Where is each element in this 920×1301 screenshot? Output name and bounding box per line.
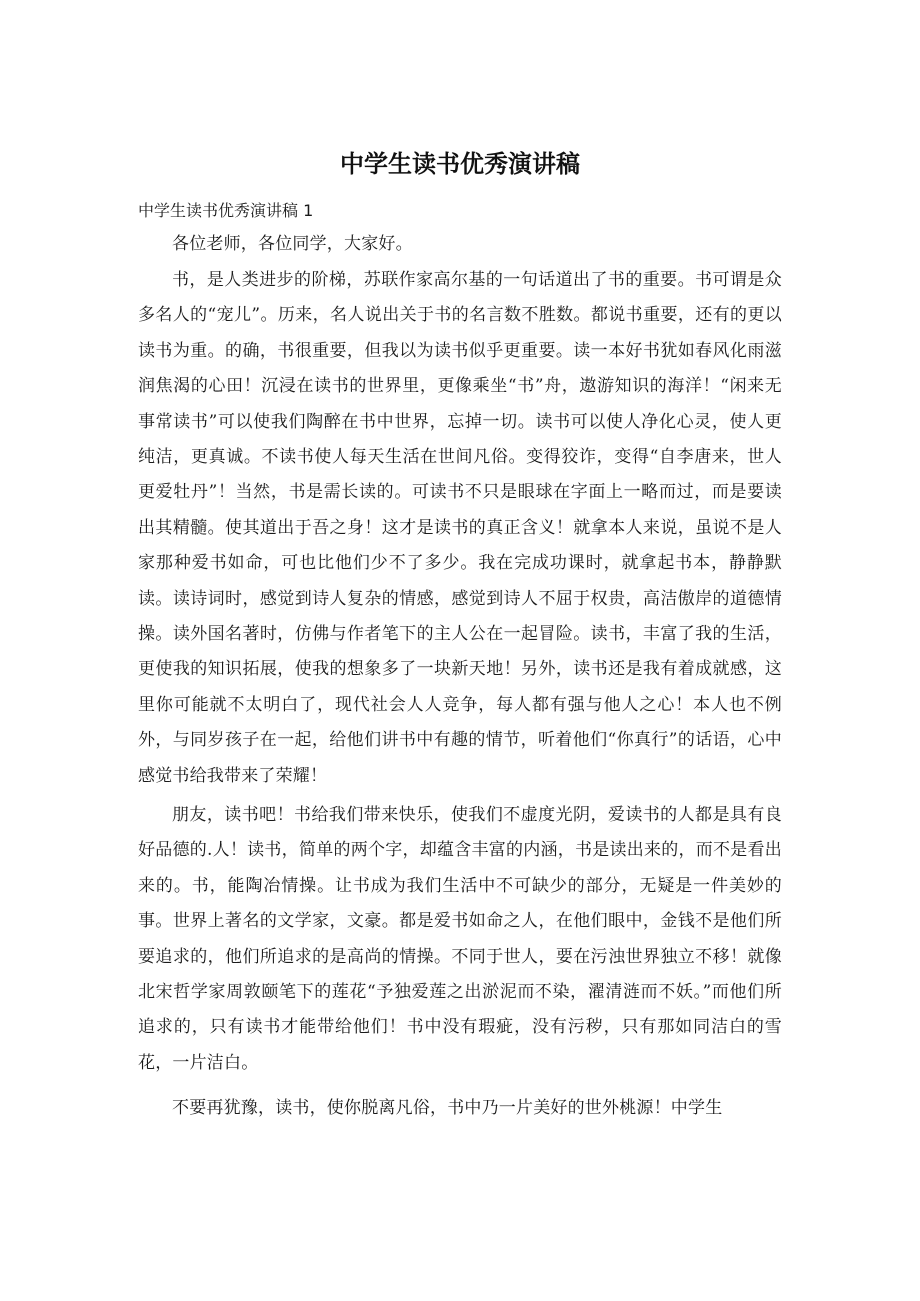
paragraph-closing: 不要再犹豫，读书，使你脱离凡俗，书中乃一片美好的世外桃源！中学生 bbox=[172, 1098, 723, 1118]
paragraph-importance-of-reading: 书，是人类进步的阶梯，苏联作家高尔基的一句话道出了书的重要。书可谓是众多名人的“宠儿”。历来，名人说出关于书的名言数不胜数。都说书重要，还有的更以读书为重。的确，书很重要，但我以为读书似乎更重要。读一本好书犹如春风化雨滋润焦渴的心田！沉浸在读书的世界里，更像乘坐“书”舟，遨游知识的海洋！“闲来无事常读书”可以使我们陶醉在书中世界，忘掉一切。读书可以使人净化心灵，使人更纯洁，更真诚。不读书使人每天生活在世间凡俗。变得狡诈，变得“自李唐来，世人更爱牡丹”！当然，书是需长读的。可读书不只是眼球在字面上一略而过，而是要读出其精髓。使其道出于吾之身！这才是读书的真正含义！就拿本人来说，虽说不是人家那种爱书如命，可也比他们少不了多少。我在完成功课时，就拿起书本，静静默读。读诗词时，感觉到诗人复杂的情感，感觉到诗人不屈于权贵，高洁傲岸的道德情操。读外国名著时，仿佛与作者笔下的主人公在一起冒险。读书，丰富了我的生活，更使我的知识拓展，使我的想象多了一块新天地！另外，读书还是我有着成就感，这里你可能就不太明白了，现代社会人人竞争，每人都有强与他人之心！本人也不例外，与同岁孩子在一起，给他们讲书中有趣的情节，听着他们“你真行”的话语，心中感觉书给我带来了荣耀！ bbox=[138, 270, 782, 786]
paragraph-greeting: 各位老师，各位同学，大家好。 bbox=[172, 234, 413, 254]
speech-subheading: 中学生读书优秀演讲稿 1 bbox=[138, 201, 314, 220]
paragraph-call-to-read: 朋友，读书吧！书给我们带来快乐，使我们不虚度光阴，爱读书的人都是具有良好品德的.人！读书，简单的两个字，却蕴含丰富的内涵，书是读出来的，而不是看出来的。书，能陶冶情操。让书成为我们生活中不可缺少的部分，无疑是一件美妙的事。世界上著名的文学家，文豪。都是爱书如命之人，在他们眼中，金钱不是他们所要追求的，他们所追求的是高尚的情操。不同于世人，要在污浊世界独立不移！就像北宋哲学家周敦颐笔下的莲花“予独爱莲之出淤泥而不染，濯清涟而不妖。”而他们所追求的，只有读书才能带给他们！书中没有瑕疵，没有污秽，只有那如同洁白的雪花，一片洁白。 bbox=[138, 805, 782, 1073]
document-title: 中学生读书优秀演讲稿 bbox=[340, 150, 580, 178]
